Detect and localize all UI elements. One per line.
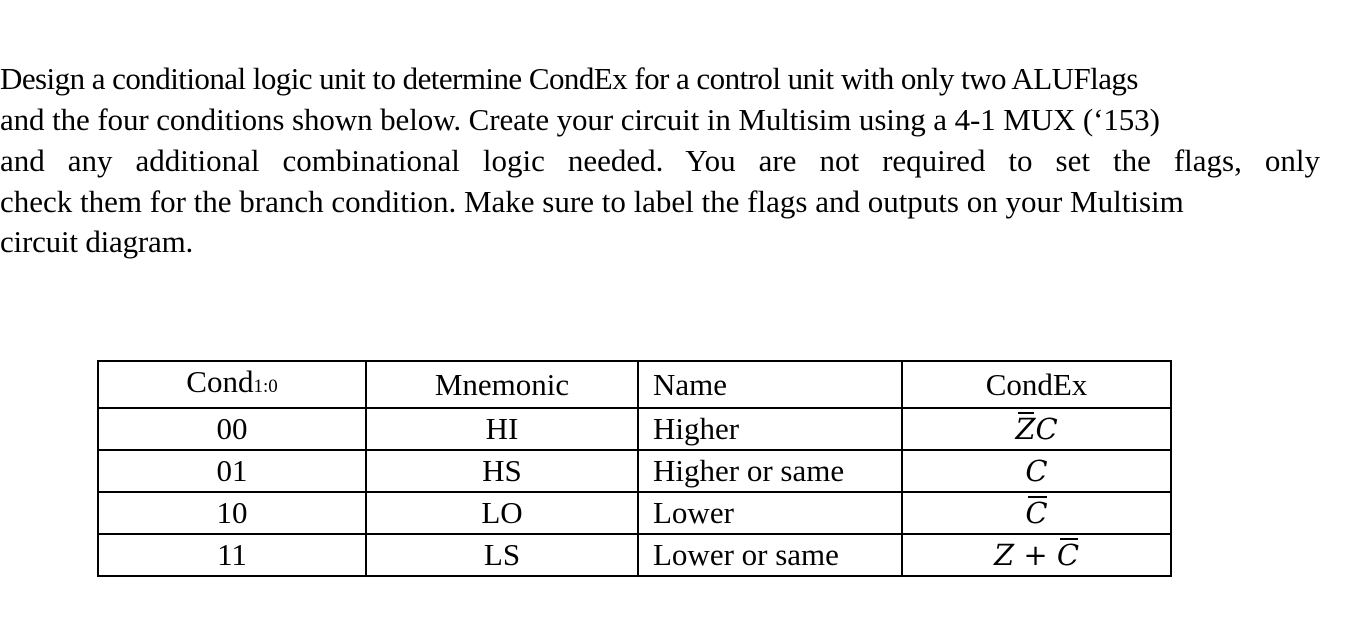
name-cell: Higher or same — [638, 450, 902, 492]
condex-cell — [902, 534, 1171, 576]
mnemonic-cell: HI — [366, 408, 638, 450]
condex-cell — [902, 492, 1171, 534]
condex-c: C — [1035, 412, 1058, 446]
condex-z-plus: Z + — [993, 538, 1057, 572]
instruction-line-3: and any additional combinational logic needed. You are not required to set the flags, only — [0, 143, 1320, 178]
header-condex: CondEx — [902, 361, 1171, 408]
cond-cell: 01 — [98, 450, 366, 492]
condition-table — [97, 360, 1172, 577]
header-cond-label: Cond — [186, 364, 254, 399]
condex-c-bar: C — [1057, 535, 1079, 575]
table-header-row — [98, 361, 1171, 408]
instruction-line-4: check them for the branch condition. Make sure to label the flags and outputs on your Multisim — [0, 184, 1184, 219]
name-cell: Higher — [638, 408, 902, 450]
name-cell: Lower — [638, 492, 902, 534]
name-cell: Lower or same — [638, 534, 902, 576]
condex-cell — [902, 450, 1171, 492]
condex-cell — [902, 408, 1171, 450]
header-cond-subscript: 1:0 — [253, 376, 278, 397]
header-mnemonic: Mnemonic — [366, 361, 638, 408]
cond-cell: 10 — [98, 492, 366, 534]
condex-z-bar: Z — [1015, 409, 1035, 449]
instruction-line-1: Design a conditional logic unit to determine CondEx for a control unit with only two ALUFlags — [0, 61, 1138, 96]
condex-c-bar: C — [1025, 493, 1047, 533]
table-row — [98, 408, 1171, 450]
instruction-line-2: and the four conditions shown below. Create your circuit in Multisim using a 4-1 MUX (‘153) — [0, 102, 1160, 137]
mnemonic-cell: LO — [366, 492, 638, 534]
mnemonic-cell: LS — [366, 534, 638, 576]
header-cond — [98, 361, 366, 408]
table-row — [98, 450, 1171, 492]
mnemonic-cell: HS — [366, 450, 638, 492]
cond-cell: 11 — [98, 534, 366, 576]
table-row — [98, 534, 1171, 576]
cond-cell: 00 — [98, 408, 366, 450]
header-name: Name — [638, 361, 902, 408]
table-row — [98, 492, 1171, 534]
instruction-line-5: circuit diagram. — [0, 224, 194, 259]
condex-c: C — [1025, 454, 1048, 488]
